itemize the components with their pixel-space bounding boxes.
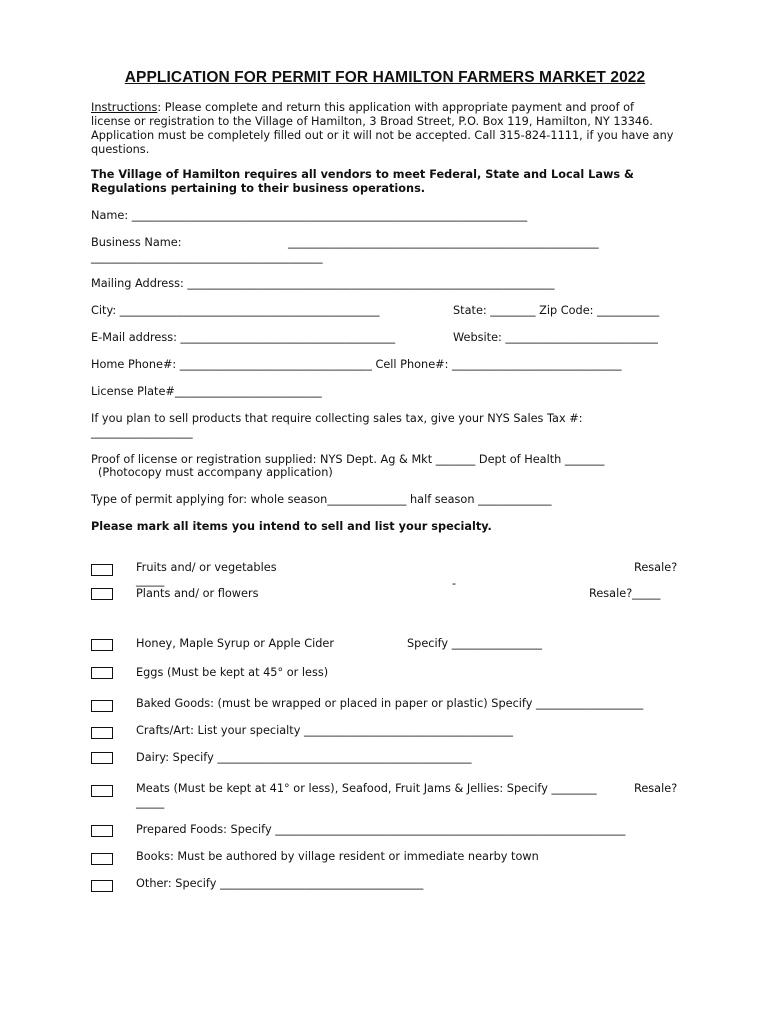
checkbox-books[interactable] [91,853,113,865]
city-field[interactable]: City: ______________________________________________ [91,304,380,317]
checkbox-plants-flowers[interactable] [91,588,113,600]
item-resale-fruits: Resale? [634,561,678,574]
instructions-line-1: Instructions: Please complete and return this application with appropriate payment and proof of [91,101,635,114]
instructions-label: Instructions [91,101,158,114]
instructions-line-3: Application must be completely filled out or it will not be accepted. Call 315-824-1111, if you have any [91,129,674,142]
item-resale-meats: Resale? [634,782,678,795]
item-mark-plants: - [452,577,457,590]
checkbox-crafts-art[interactable] [91,727,113,739]
state-zip-field[interactable]: State: ________ Zip Code: ___________ [453,304,660,317]
checkbox-eggs[interactable] [91,667,113,679]
item-label-eggs: Eggs (Must be kept at 45° or less) [136,666,329,679]
item-label-meats-seafood-jams[interactable]: Meats (Must be kept at 41° or less), Seafood, Fruit Jams & Jellies: Specify ________ [136,782,597,795]
business-name-field[interactable]: _______________________________________________________ [288,236,599,249]
item-specify-honey[interactable]: Specify ________________ [407,637,543,650]
business-name-label: Business Name: [91,236,182,249]
item-label-dairy[interactable]: Dairy: Specify _____________________________________________ [136,751,472,764]
notice-line-2: Regulations pertaining to their business operations. [91,182,426,195]
phone-fields[interactable]: Home Phone#: __________________________________ Cell Phone#: ______________________________ [91,358,622,371]
proof-of-license-field[interactable]: Proof of license or registration supplied: NYS Dept. Ag & Mkt _______ Dept of Health _______ [91,453,605,466]
checkbox-honey-syrup-cider[interactable] [91,639,113,651]
checkbox-prepared-foods[interactable] [91,825,113,837]
checkbox-baked-goods[interactable] [91,700,113,712]
item-resale-meats-field[interactable]: _____ [136,796,165,809]
item-label-crafts-art[interactable]: Crafts/Art: List your specialty _____________________________________ [136,724,514,737]
items-heading: Please mark all items you intend to sell and list your specialty. [91,520,492,533]
instructions-line-4: questions. [91,143,150,156]
item-label-baked-goods[interactable]: Baked Goods: (must be wrapped or placed in paper or plastic) Specify ___________________ [136,697,644,710]
license-plate-field[interactable]: License Plate#__________________________ [91,385,322,398]
item-label-plants-flowers: Plants and/ or flowers [136,587,259,600]
checkbox-fruits-vegetables[interactable] [91,564,113,576]
item-label-fruits-vegetables: Fruits and/ or vegetables [136,561,277,574]
item-resale-plants[interactable]: Resale?_____ [589,587,661,600]
name-field[interactable]: Name: ______________________________________________________________________ [91,209,528,222]
permit-type-field[interactable]: Type of permit applying for: whole season______________ half season _____________ [91,493,552,506]
website-field[interactable]: Website: ___________________________ [453,331,658,344]
instructions-line-2: license or registration to the Village of Hamilton, 3 Broad Street, P.O. Box 119, Hamilton, NY 13346. [91,115,653,128]
notice-line-1: The Village of Hamilton requires all vendors to meet Federal, State and Local Laws & [91,168,634,181]
item-label-honey-syrup-cider: Honey, Maple Syrup or Apple Cider [136,637,335,650]
email-field[interactable]: E-Mail address: ______________________________________ [91,331,396,344]
proof-note: (Photocopy must accompany application) [98,466,333,479]
checkbox-dairy[interactable] [91,752,113,764]
item-label-prepared-foods[interactable]: Prepared Foods: Specify ______________________________________________________________ [136,823,626,836]
checkbox-other[interactable] [91,880,113,892]
checkbox-meats-seafood-jams[interactable] [91,785,113,797]
item-resale-fruits-field[interactable]: _____ [136,574,165,587]
mailing-address-field[interactable]: Mailing Address: _________________________________________________________________ [91,277,555,290]
sales-tax-field[interactable]: __________________ [91,426,193,439]
item-label-other[interactable]: Other: Specify ____________________________________ [136,877,424,890]
item-label-books: Books: Must be authored by village resident or immediate nearby town [136,850,539,863]
page-title: APPLICATION FOR PERMIT FOR HAMILTON FARMERS MARKET 2022 [124,69,646,86]
business-name-field-continued[interactable]: _________________________________________ [91,251,323,264]
sales-tax-label: If you plan to sell products that require collecting sales tax, give your NYS Sales Tax #: [91,412,583,425]
